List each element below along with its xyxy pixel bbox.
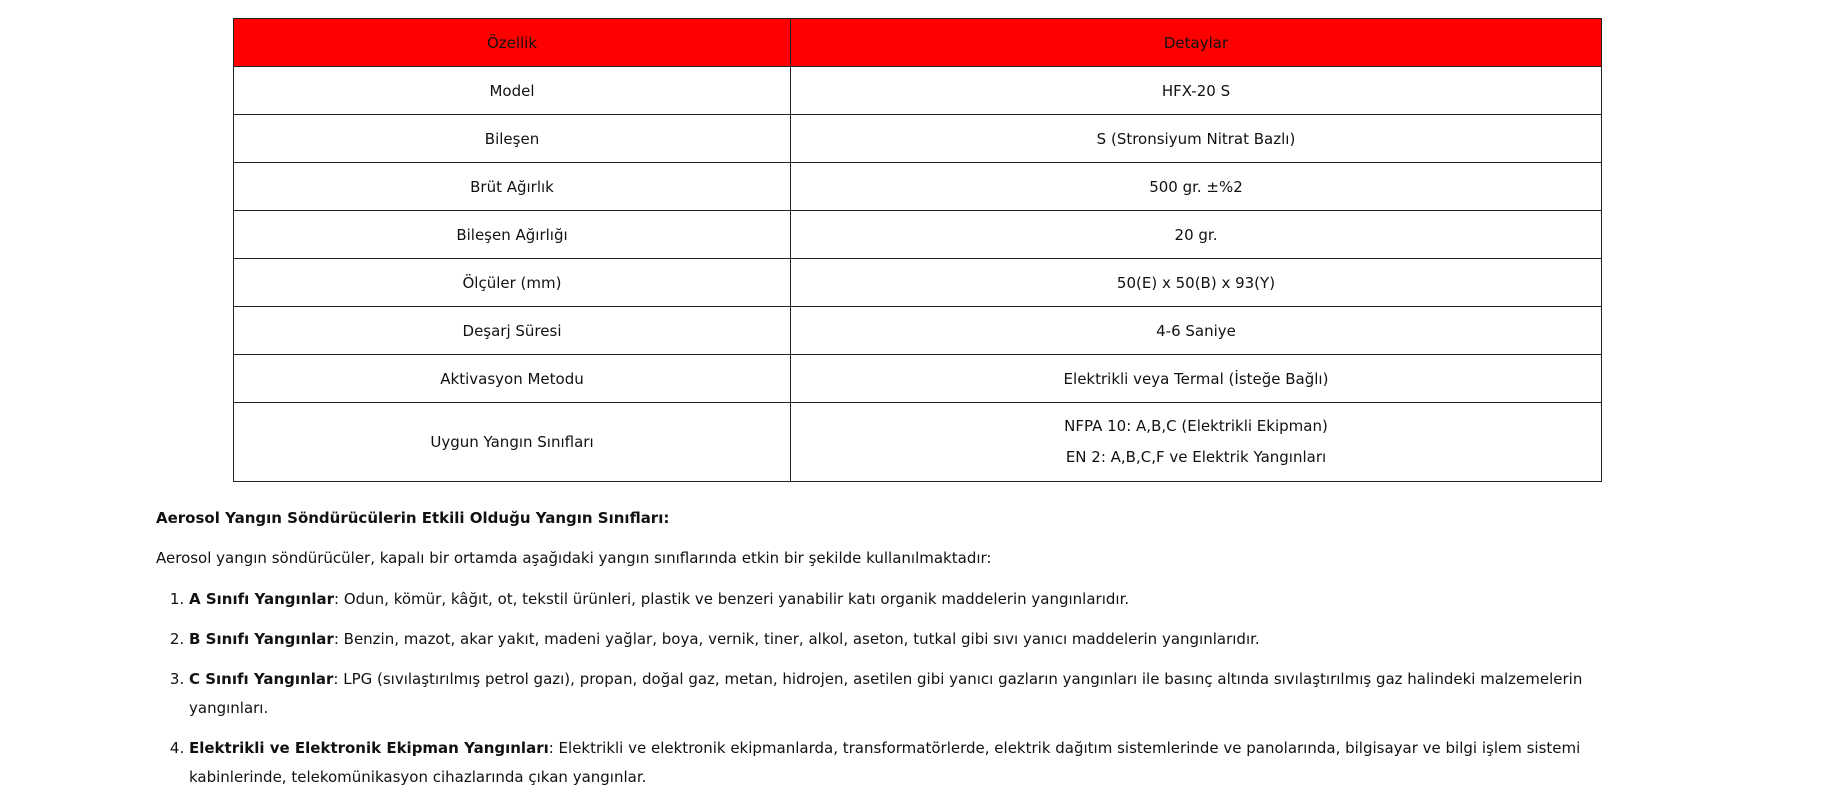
row-feature: Bileşen Ağırlığı [234, 211, 791, 259]
detail-line: EN 2: A,B,C,F ve Elektrik Yangınları [1065, 448, 1327, 466]
list-item-term: Elektrikli ve Elektronik Ekipman Yangınları [189, 739, 549, 757]
list-item-text: : LPG (sıvılaştırılmış petrol gazı), propan, doğal gaz, metan, hidrojen, asetilen gibi yanıcı gazların yangınları ile basınç altında sıvılaştırılmış gaz halindeki malzemelerin yangınları. [189, 670, 1583, 717]
table-header-row [234, 19, 1602, 67]
row-detail: S (Stronsiyum Nitrat Bazlı) [791, 115, 1602, 163]
row-feature: Aktivasyon Metodu [234, 355, 791, 403]
fire-classes-list [156, 585, 1616, 790]
section-heading: Aerosol Yangın Söndürücülerin Etkili Olduğu Yangın Sınıfları: [156, 509, 670, 527]
list-item-term: C Sınıfı Yangınlar [189, 670, 334, 688]
row-detail: 50(E) x 50(B) x 93(Y) [791, 259, 1602, 307]
row-detail [791, 403, 1602, 482]
header-details: Detaylar [791, 19, 1602, 67]
table-row [234, 163, 1602, 211]
table-row [234, 115, 1602, 163]
row-feature: Uygun Yangın Sınıfları [234, 403, 791, 482]
row-feature: Ölçüler (mm) [234, 259, 791, 307]
table-row [234, 355, 1602, 403]
list-item-text: : Odun, kömür, kâğıt, ot, tekstil ürünleri, plastik ve benzeri yanabilir katı organik maddelerin yangınlarıdır. [334, 590, 1130, 608]
row-detail: 500 gr. ±%2 [791, 163, 1602, 211]
spec-table [233, 18, 1602, 482]
list-item [189, 665, 1616, 723]
list-item-text: : Benzin, mazot, akar yakıt, madeni yağlar, boya, vernik, tiner, alkol, aseton, tutkal gibi sıvı yanıcı maddelerin yangınlarıdır. [333, 630, 1260, 648]
list-item-term: A Sınıfı Yangınlar [189, 590, 334, 608]
table-row [234, 307, 1602, 355]
row-feature: Bileşen [234, 115, 791, 163]
table-row [234, 67, 1602, 115]
table-row [234, 211, 1602, 259]
table-row [234, 403, 1602, 482]
row-detail: HFX-20 S [791, 67, 1602, 115]
row-feature: Model [234, 67, 791, 115]
row-feature: Deşarj Süresi [234, 307, 791, 355]
row-feature: Brüt Ağırlık [234, 163, 791, 211]
list-item-text: : Elektrikli ve elektronik ekipmanlarda, transformatörlerde, elektrik dağıtım sistemlerinde ve panolarında, bilgisayar ve bilgi işlem sistemi kabinlerinde, telekomünikasyon cihazlarında çıkan yangınlar. [189, 739, 1581, 786]
list-item [189, 585, 1616, 614]
row-detail: 20 gr. [791, 211, 1602, 259]
fire-classes-section [156, 505, 1616, 790]
list-item [189, 625, 1616, 654]
table-row [234, 259, 1602, 307]
row-detail: Elektrikli veya Termal (İsteğe Bağlı) [791, 355, 1602, 403]
list-item [189, 734, 1616, 790]
header-feature: Özellik [234, 19, 791, 67]
detail-line: NFPA 10: A,B,C (Elektrikli Ekipman) [1064, 417, 1328, 435]
row-detail: 4-6 Saniye [791, 307, 1602, 355]
list-item-term: B Sınıfı Yangınlar [189, 630, 334, 648]
section-intro: Aerosol yangın söndürücüler, kapalı bir ortamda aşağıdaki yangın sınıflarında etkin bir şekilde kullanılmaktadır: [156, 549, 992, 567]
